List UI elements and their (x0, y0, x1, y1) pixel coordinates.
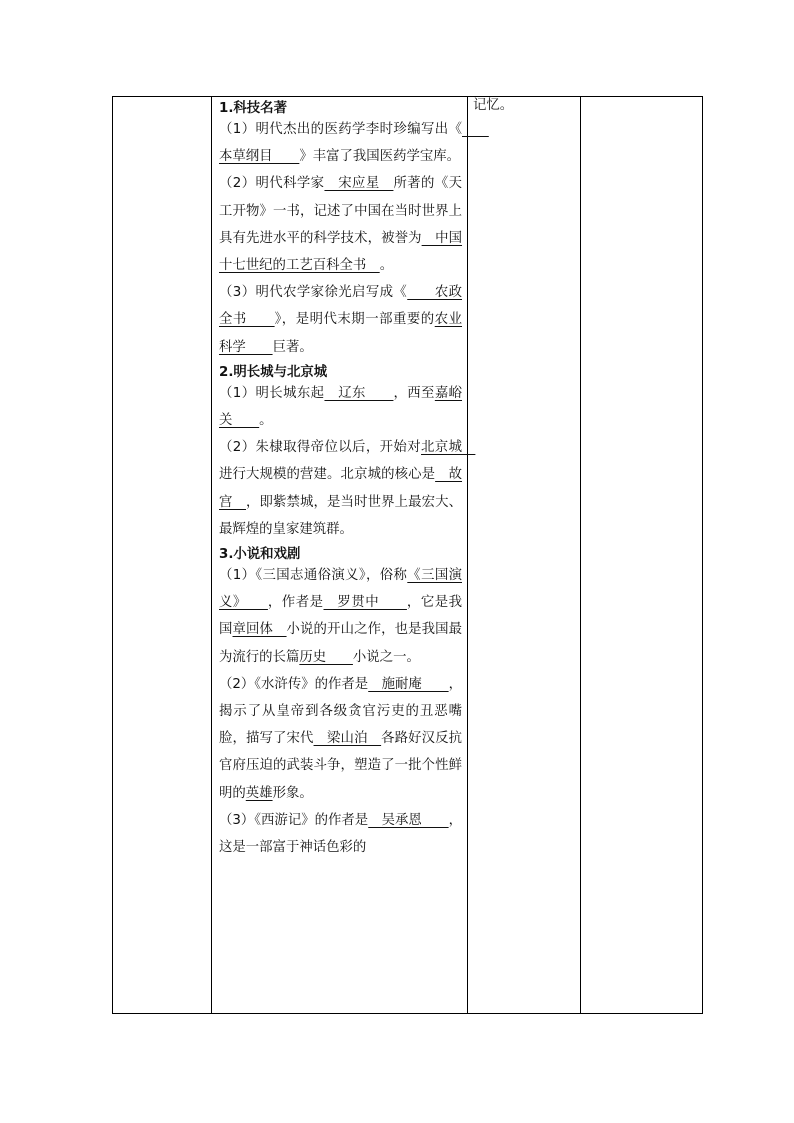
fill-in-answer: 北京城 (421, 440, 476, 456)
paragraph-text: 小说的开山之作，也是我国最为流行的长篇 (219, 622, 463, 665)
section-paragraph (219, 116, 489, 170)
paragraph-text: ，即紫禁城，是当时世界上最宏大、最辉煌的皇家建筑群。 (219, 494, 463, 537)
paragraph-text: （3）《西游记》的作者是 (219, 812, 369, 828)
fill-in-answer: 宋应星 (324, 176, 394, 192)
fill-in-answer: 施耐庵 (368, 676, 449, 692)
paragraph-text: ，作者是 (267, 595, 324, 611)
fill-in-answer: 吴承恩 (368, 812, 449, 828)
lesson-content-cell (212, 97, 489, 1014)
empty-cell-left (113, 97, 212, 1014)
paragraph-text: 形象。 (272, 785, 313, 801)
fill-in-answer: 《三国演义》 (219, 568, 462, 611)
paragraph-text: 各路好汉反抗官府压迫的武装斗争，塑造了一批个性鲜明的 (219, 731, 463, 801)
paragraph-text: （1）明代杰出的医药学李时珍编写出《 (219, 122, 462, 137)
fill-in-answer: 辽东 (324, 385, 394, 401)
table-row (113, 97, 703, 1014)
paragraph-text: 。 (259, 413, 273, 429)
paragraph-text: （1）明长城东起 (219, 385, 325, 401)
fill-in-answer: 梁山泊 (313, 731, 382, 747)
fill-in-answer: 嘉峪关 (219, 385, 463, 429)
fill-in-answer: 罗贯中 (323, 595, 407, 611)
paragraph-text: （1）《三国志通俗演义》，俗称 (219, 568, 408, 584)
paragraph-text: ，西至 (393, 385, 435, 401)
paragraph-text: 。 (379, 258, 394, 274)
paragraph-text: （2）明代科学家 (219, 176, 325, 192)
section-heading: 1.科技名著 (219, 101, 287, 116)
paragraph-text: 小说之一。 (352, 649, 420, 665)
section-paragraph (219, 170, 462, 279)
paragraph-text: ，这是一部富于神话色彩的 (219, 812, 462, 856)
paragraph-text: 》，是明代末期一部重要的 (274, 312, 435, 328)
section-paragraph (219, 434, 476, 543)
paragraph-text: 》丰富了我国医药学宝库。 (299, 149, 461, 165)
paragraph-text: （3）明代农学家徐光启写成《 (219, 285, 408, 301)
section-paragraph (219, 671, 462, 807)
paragraph-text: （2）《水浒传》的作者是 (219, 676, 369, 692)
fill-in-answer: 故宫 (219, 467, 463, 510)
section-heading: 2.明长城与北京城 (219, 364, 328, 380)
section-paragraph (219, 562, 462, 671)
fill-in-answer: 中国十七世纪的工艺百科全书 (219, 230, 463, 274)
fill-in-answer: 农政全书 (219, 285, 463, 328)
paragraph-text: 进行大规模的营建。北京城的核心是 (219, 467, 436, 483)
empty-cell-right (581, 97, 703, 1014)
section-heading: 3.小说和戏剧 (219, 547, 301, 563)
section-paragraph (219, 380, 462, 434)
fill-in-answer: 章回体 (232, 622, 287, 638)
fill-in-answer: 农业科学 (219, 312, 463, 355)
section-paragraph (219, 279, 462, 361)
fill-in-answer: 历史 (299, 649, 353, 665)
paragraph-text: 巨著。 (272, 339, 313, 355)
side-note-cell (468, 97, 581, 1014)
fill-in-answer: 本草纲目 (219, 122, 489, 165)
paragraph-text: ，揭示了从皇帝到各级贪官污吏的丑恶嘴脸，描写了宋代 (219, 676, 462, 747)
fill-in-answer: 英雄 (245, 785, 273, 801)
paragraph-text: ，它是我国 (219, 595, 463, 638)
paragraph-text: 所著的《天工开物》一书，记述了中国在当时世界上具有先进水平的科学技术，被誉为 (219, 176, 462, 246)
lesson-plan-table (112, 96, 703, 1014)
paragraph-text: （2）朱棣取得帝位以后，开始对 (219, 440, 422, 456)
section-paragraph (219, 807, 462, 861)
side-note-text: 记忆。 (473, 98, 514, 113)
